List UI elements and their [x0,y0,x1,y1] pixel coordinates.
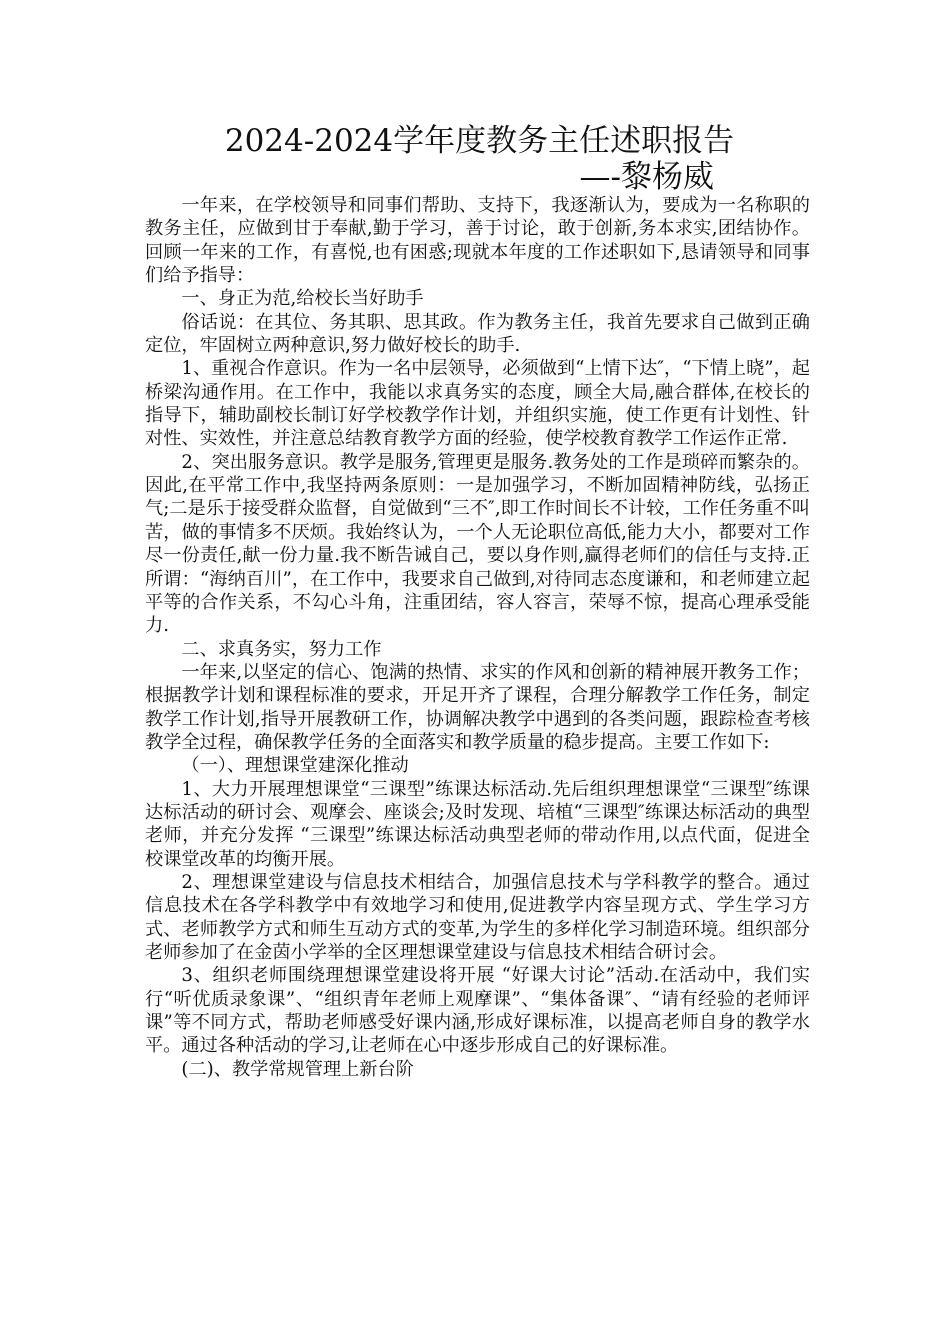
paragraph: 俗话说：在其位、务其职、思其政。作为教务主任，我首先要求自己做到正确定位，牢固树立两种意识,努力做好校长的助手. [145,311,810,357]
document-page [145,122,810,1081]
paragraph: 1、重视合作意识。作为一名中层领导，必须做到“上情下达″，“下情上晓”，起桥梁沟通作用。在工作中，我能以求真务实的态度，顾全大局,融合群体,在校长的指导下，辅助副校长制订好学校教学作计划，并组织实施，使工作更有计划性、针对性、实效性，并注意总结教育教学方面的经验，使学校教育教学工作运作正常. [145,358,810,450]
paragraph: 3、组织老师围绕理想课堂建设将开展 “好课大讨论”活动.在活动中，我们实行“听优质录象课”、“组织青年老师上观摩课”、“集体备课″、“请有经验的老师评课”等不同方式，帮助老师感受好课内涵,形成好课标准，以提高老师自身的教学水平。通过各种活动的学习,让老师在心中逐步形成自己的好课标准。 [145,965,810,1057]
section-heading-1: 一、身正为范,给校长当好助手 [181,288,424,310]
document-title: 2024-2024学年度教务主任述职报告 [224,123,735,159]
subsection-heading-1: （一）、理想课堂建深化推动 [181,755,409,777]
section-heading-2: 二、求真务实，努力工作 [181,638,382,660]
paragraph: 一年来,以坚定的信心、饱满的热情、求实的作风和创新的精神展开教务工作；根据教学计划和课程标准的要求，开足开齐了课程，合理分解教学工作任务，制定教学工作计划,指导开展教研工作，协调解决教学中遇到的各类问题，跟踪检查考核教学全过程，确保教学任务的全面落实和教学质量的稳步提高。主要工作如下: [145,661,810,753]
subsection-heading-2: (二)、教学常规管理上新台阶 [181,1058,414,1080]
intro-paragraph: 一年来，在学校领导和同事们帮助、支持下，我逐渐认为，要成为一名称职的教务主任，应做到甘于奉献,勤于学习，善于讨论，敢于创新,务本求实,团结协作。回顾一年来的工作，有喜悦,也有困惑;现就本年度的工作述职如下,恳请领导和同事们给予指导： [145,195,810,287]
document-author: —-黎杨威 [579,159,714,195]
paragraph: 2、理想课堂建设与信息技术相结合，加强信息技术与学科教学的整合。通过信息技术在各学科教学中有效地学习和使用,促进教学内容呈现方式、学生学习方式、老师教学方式和师生互动方式的变革,为学生的多样化学习制造环境。组织部分老师参加了在金茵小学举的全区理想课堂建设与信息技术相结合研讨会。 [145,871,810,963]
paragraph: 2、突出服务意识。教学是服务,管理更是服务.教务处的工作是琐碎而繁杂的。因此,在平常工作中,我坚持两条原则：一是加强学习，不断加固精神防线，弘扬正气;二是乐于接受群众监督，自觉做到“三不″,即工作时间长不计较，工作任务重不叫苦，做的事情多不厌烦。我始终认为，一个人无论职位高低,能力大小，都要对工作尽一份责任,献一份力量.我不断告诫自己，要以身作则,赢得老师们的信任与支持.正所谓：“海纳百川”，在工作中，我要求自己做到,对待同志态度谦和，和老师建立起平等的合作关系，不勾心斗角，注重团结，容人容言，荣辱不惊，提高心理承受能力. [145,451,810,637]
paragraph: 1、大力开展理想课堂“三课型”练课达标活动.先后组织理想课堂“三课型″练课达标活动的研讨会、观摩会、座谈会;及时发现、培植“三课型″练课达标活动的典型老师，并充分发挥 “三课型”练课达标活动典型老师的带动作用,以点代面，促进全校课堂改革的均衡开展。 [145,778,810,870]
